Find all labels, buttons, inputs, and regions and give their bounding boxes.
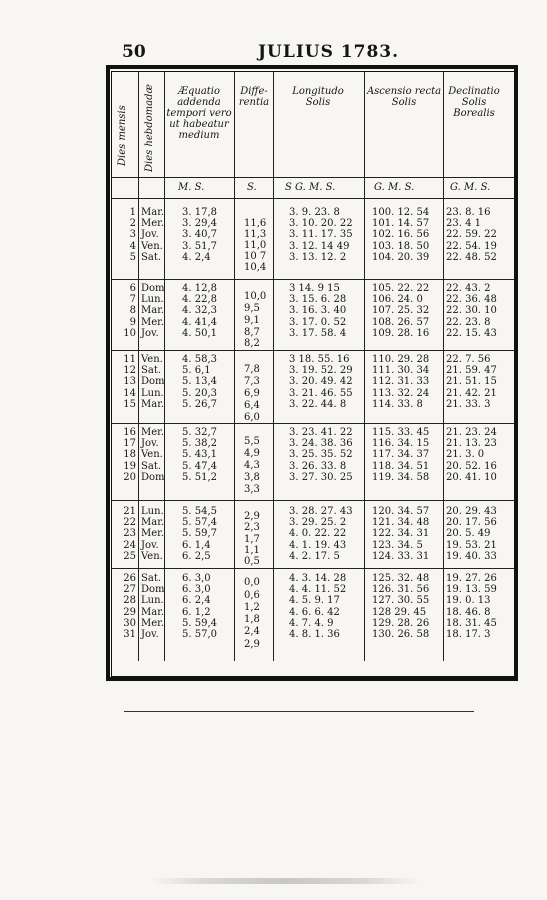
differentia-value: 10 7 [244, 251, 267, 262]
group-rule [111, 350, 515, 351]
aequatio-value: 5. 47,4 [182, 460, 217, 472]
differentia-value: 6,4 [244, 400, 260, 411]
declinatio-value: 21. 51. 15 [446, 376, 497, 388]
declinatio-value: 21. 42. 21 [446, 387, 497, 399]
weekday: Sat. [141, 365, 162, 377]
day-number: 3 [129, 229, 136, 241]
ascensio-value: 102. 16. 56 [372, 229, 430, 241]
aequatio-value: 3. 40,7 [182, 229, 217, 241]
weekday: Jov. [141, 327, 159, 339]
weekday: Mar. [141, 606, 165, 618]
declinatio-value: 19. 13. 59 [446, 584, 497, 596]
declinatio-value: 20. 29. 43 [446, 506, 497, 517]
ascensio-value: 121. 34. 48 [372, 517, 430, 529]
longitudo-value: 3. 15. 6. 28 [289, 294, 347, 306]
day-number: 16 [123, 427, 136, 438]
aequatio-value: 5. 59,4 [182, 617, 217, 629]
declinatio-value: 21. 33. 3 [446, 398, 491, 410]
differentia-value: 7,8 [244, 364, 260, 375]
aequatio-value: 5. 59,7 [182, 528, 217, 540]
declinatio-value: 20. 52. 16 [446, 460, 497, 472]
aequatio-value: 5. 6,1 [182, 365, 211, 377]
day-number: 27 [123, 584, 136, 596]
ascensio-value: 117. 34. 37 [372, 449, 430, 461]
day-number: 11 [123, 354, 136, 365]
aequatio-value: 4. 58,3 [182, 354, 217, 365]
ascensio-value: 113. 32. 24 [372, 387, 430, 399]
header-rule [111, 198, 515, 199]
day-number: 17 [123, 438, 136, 450]
aequatio-value: 6. 3,0 [182, 584, 211, 596]
ascensio-value: 101. 14. 57 [372, 218, 430, 230]
header-declinatio: Declinatio Solis Borealis [448, 86, 500, 119]
declinatio-value: 21. 23. 24 [446, 427, 497, 438]
day-number: 6 [129, 283, 136, 294]
declinatio-value: 20. 17. 56 [446, 517, 497, 529]
declinatio-value: 18. 31. 45 [446, 617, 497, 629]
day-number: 18 [123, 449, 136, 461]
units-differentia: S. [247, 182, 257, 193]
weekday: Sat. [141, 573, 162, 584]
ascensio-value: 130. 26. 58 [372, 629, 430, 640]
declinatio-value: 22. 59. 22 [446, 229, 497, 241]
declinatio-value: 20. 5. 49 [446, 528, 491, 540]
weekday: Jov. [141, 539, 159, 551]
day-number: 5 [129, 251, 136, 263]
ascensio-value: 112. 31. 33 [372, 376, 430, 388]
ascensio-value: 127. 30. 55 [372, 595, 430, 607]
declinatio-value: 18. 17. 3 [446, 629, 491, 640]
day-number: 8 [129, 305, 136, 317]
aequatio-value: 5. 51,2 [182, 471, 217, 483]
day-number: 21 [123, 506, 136, 517]
differentia-value: 2,3 [244, 522, 260, 533]
declinatio-value: 22. 15. 43 [446, 327, 497, 339]
weekday: Ven. [141, 550, 163, 562]
group-rule [111, 568, 515, 569]
weekday: Mer. [141, 427, 165, 438]
weekday: Dom [141, 283, 165, 294]
weekday: Ven. [141, 354, 163, 365]
longitudo-value: 3. 16. 3. 40 [289, 305, 347, 317]
differentia-value: 2,9 [244, 511, 260, 522]
differentia-value: 11,3 [244, 229, 267, 240]
declinatio-value: 19. 0. 13 [446, 595, 491, 607]
declinatio-value: 19. 40. 33 [446, 550, 497, 562]
aequatio-value: 4. 2,4 [182, 251, 211, 263]
longitudo-value: 3. 17. 0. 52 [289, 316, 347, 328]
day-number: 26 [123, 573, 136, 584]
differentia-value: 4,3 [244, 460, 260, 471]
differentia-value: 5,5 [244, 436, 260, 447]
ascensio-value: 108. 26. 57 [372, 316, 430, 328]
differentia-value: 1,1 [244, 545, 260, 556]
weekday: Lun. [141, 387, 164, 399]
aequatio-value: 5. 38,2 [182, 438, 217, 450]
weekday: Mer. [141, 218, 165, 230]
declinatio-value: 19. 27. 26 [446, 573, 497, 584]
header-differentia: Diffe- rentia [238, 86, 270, 108]
longitudo-value: 3. 24. 38. 36 [289, 438, 353, 450]
header-longitudo: Longitudo Solis [292, 86, 344, 108]
longitudo-value: 3. 20. 49. 42 [289, 376, 353, 388]
group-rule [111, 279, 515, 280]
longitudo-value: 4. 6. 6. 42 [289, 606, 340, 618]
weekday: Mer. [141, 617, 165, 629]
ascensio-value: 116. 34. 15 [372, 438, 430, 450]
aequatio-value: 6. 3,0 [182, 573, 211, 584]
differentia-value: 7,3 [244, 376, 260, 387]
longitudo-value: 3. 9. 23. 8 [289, 207, 340, 218]
weekday: Mer. [141, 316, 165, 328]
aequatio-value: 3. 17,8 [182, 207, 217, 218]
page-smudge [150, 878, 420, 884]
differentia-value: 4,9 [244, 448, 260, 459]
ascensio-value: 104. 20. 39 [372, 251, 430, 263]
ascensio-value: 110. 29. 28 [372, 354, 430, 365]
ascensio-value: 115. 33. 45 [372, 427, 430, 438]
day-number: 13 [123, 376, 136, 388]
aequatio-value: 5. 20,3 [182, 387, 217, 399]
day-number: 14 [123, 387, 136, 399]
group-rule [111, 500, 515, 501]
longitudo-value: 4. 5. 9. 17 [289, 595, 340, 607]
aequatio-value: 3. 51,7 [182, 240, 217, 252]
ascensio-value: 106. 24. 0 [372, 294, 423, 306]
weekday: Mar. [141, 517, 165, 529]
day-number: 10 [123, 327, 136, 339]
column-divider [443, 71, 444, 661]
differentia-value: 11,0 [244, 240, 267, 251]
longitudo-value: 3. 10. 20. 22 [289, 218, 353, 230]
ascensio-value: 128 29. 45 [372, 606, 427, 618]
header-dies-mensis: Dies mensis [117, 105, 128, 166]
declinatio-value: 18. 46. 8 [446, 606, 491, 618]
longitudo-value: 3. 28. 27. 43 [289, 506, 353, 517]
declinatio-value: 22. 43. 2 [446, 283, 491, 294]
longitudo-value: 4. 4. 11. 52 [289, 584, 347, 596]
differentia-value: 8,2 [244, 338, 260, 349]
weekday: Lun. [141, 294, 164, 306]
day-number: 25 [123, 550, 136, 562]
aequatio-value: 5. 57,0 [182, 629, 217, 640]
header-rule [111, 177, 515, 178]
aequatio-value: 4. 22,8 [182, 294, 217, 306]
declinatio-value: 22. 54. 19 [446, 240, 497, 252]
day-number: 1 [129, 207, 136, 218]
ascensio-value: 118. 34. 51 [372, 460, 430, 472]
ascensio-value: 122. 34. 31 [372, 528, 430, 540]
day-number: 7 [129, 294, 136, 306]
column-divider [138, 71, 139, 661]
longitudo-value: 3. 19. 52. 29 [289, 365, 353, 377]
aequatio-value: 4. 12,8 [182, 283, 217, 294]
aequatio-value: 6. 2,4 [182, 595, 211, 607]
ascensio-value: 120. 34. 57 [372, 506, 430, 517]
ascensio-value: 126. 31. 56 [372, 584, 430, 596]
longitudo-value: 3. 12. 14 49 [289, 240, 350, 252]
aequatio-value: 4. 32,3 [182, 305, 217, 317]
differentia-value: 6,0 [244, 412, 260, 423]
declinatio-value: 22. 36. 48 [446, 294, 497, 306]
day-number: 30 [123, 617, 136, 629]
aequatio-value: 6. 1,4 [182, 539, 211, 551]
differentia-value: 2,4 [244, 626, 260, 637]
differentia-value: 2,9 [244, 639, 260, 650]
differentia-value: 3,3 [244, 484, 260, 495]
differentia-value: 11,6 [244, 218, 267, 229]
declinatio-value: 22. 23. 8 [446, 316, 491, 328]
longitudo-value: 3. 25. 35. 52 [289, 449, 353, 461]
aequatio-value: 5. 54,5 [182, 506, 217, 517]
weekday: Ven. [141, 449, 163, 461]
column-divider [273, 71, 274, 661]
column-divider [234, 71, 235, 661]
declinatio-value: 21. 59. 47 [446, 365, 497, 377]
weekday: Lun. [141, 595, 164, 607]
declinatio-value: 19. 53. 21 [446, 539, 497, 551]
column-divider [364, 71, 365, 661]
header-aequatio: Æquatio addenda tempori vero ut habeatur medium [166, 86, 232, 141]
longitudo-value: 4. 3. 14. 28 [289, 573, 347, 584]
units-declinatio: G. M. S. [450, 182, 491, 193]
declinatio-value: 22. 30. 10 [446, 305, 497, 317]
aequatio-value: 6. 2,5 [182, 550, 211, 562]
longitudo-value: 3. 13. 12. 2 [289, 251, 347, 263]
ascensio-value: 100. 12. 54 [372, 207, 430, 218]
aequatio-value: 5. 26,7 [182, 398, 217, 410]
day-number: 19 [123, 460, 136, 472]
header-dies-hebdomadae: Dies hebdomadæ [144, 84, 155, 172]
ascensio-value: 107. 25. 32 [372, 305, 430, 317]
ascensio-value: 129. 28. 26 [372, 617, 430, 629]
differentia-value: 8,7 [244, 327, 260, 338]
differentia-value: 10,0 [244, 291, 267, 302]
weekday: Sat. [141, 251, 162, 263]
differentia-value: 1,7 [244, 534, 260, 545]
longitudo-value: 3. 22. 44. 8 [289, 398, 347, 410]
weekday: Ven. [141, 240, 163, 252]
weekday: Mar. [141, 305, 165, 317]
day-number: 24 [123, 539, 136, 551]
ascensio-value: 123. 34. 5 [372, 539, 423, 551]
weekday: Mer. [141, 528, 165, 540]
day-number: 2 [129, 218, 136, 230]
declinatio-value: 20. 41. 10 [446, 471, 497, 483]
declinatio-value: 22. 7. 56 [446, 354, 491, 365]
weekday: Dom [141, 584, 165, 596]
aequatio-value: 4. 50,1 [182, 327, 217, 339]
longitudo-value: 3. 23. 41. 22 [289, 427, 353, 438]
declinatio-value: 21. 13. 23 [446, 438, 497, 450]
aequatio-value: 4. 41,4 [182, 316, 217, 328]
longitudo-value: 3. 11. 17. 35 [289, 229, 353, 241]
ascensio-value: 105. 22. 22 [372, 283, 430, 294]
day-number: 23 [123, 528, 136, 540]
weekday: Mar. [141, 398, 165, 410]
group-rule [111, 423, 515, 424]
differentia-value: 1,8 [244, 614, 260, 625]
ascensio-value: 124. 33. 31 [372, 550, 430, 562]
aequatio-value: 3. 29,4 [182, 218, 217, 230]
longitudo-value: 3. 17. 58. 4 [289, 327, 347, 339]
declinatio-value: 22. 48. 52 [446, 251, 497, 263]
day-number: 15 [123, 398, 136, 410]
units-longitudo: S G. M. S. [285, 182, 336, 193]
longitudo-value: 3 14. 9 15 [289, 283, 340, 294]
ascensio-value: 111. 30. 34 [372, 365, 430, 377]
units-aequatio: M. S. [178, 182, 205, 193]
header-ascensio: Ascensio recta Solis [366, 86, 442, 108]
aequatio-value: 5. 43,1 [182, 449, 217, 461]
differentia-value: 10,4 [244, 262, 267, 273]
aequatio-value: 5. 57,4 [182, 517, 217, 529]
day-number: 31 [123, 629, 136, 640]
day-number: 12 [123, 365, 136, 377]
weekday: Lun. [141, 506, 164, 517]
day-number: 29 [123, 606, 136, 618]
longitudo-value: 3. 29. 25. 2 [289, 517, 347, 529]
longitudo-value: 3. 21. 46. 55 [289, 387, 353, 399]
day-number: 20 [123, 471, 136, 483]
weekday: Jov. [141, 229, 159, 241]
declinatio-value: 23. 4 1 [446, 218, 481, 230]
day-number: 4 [129, 240, 136, 252]
aequatio-value: 5. 13,4 [182, 376, 217, 388]
declinatio-value: 23. 8. 16 [446, 207, 491, 218]
ascensio-value: 109. 28. 16 [372, 327, 430, 339]
page-number: 50 [122, 42, 146, 62]
ascensio-value: 103. 18. 50 [372, 240, 430, 252]
ascensio-value: 125. 32. 48 [372, 573, 430, 584]
declinatio-value: 21. 3. 0 [446, 449, 485, 461]
weekday: Dom [141, 471, 165, 483]
units-ascensio: G. M. S. [374, 182, 415, 193]
bottom-rule [124, 711, 474, 712]
weekday: Sat. [141, 460, 162, 472]
day-number: 9 [129, 316, 136, 328]
differentia-value: 9,1 [244, 315, 260, 326]
differentia-value: 6,9 [244, 388, 260, 399]
differentia-value: 9,5 [244, 303, 260, 314]
aequatio-value: 6. 1,2 [182, 606, 211, 618]
weekday: Mar. [141, 207, 165, 218]
longitudo-value: 3. 26. 33. 8 [289, 460, 347, 472]
longitudo-value: 4. 2. 17. 5 [289, 550, 340, 562]
longitudo-value: 4. 0. 22. 22 [289, 528, 347, 540]
differentia-value: 3,8 [244, 472, 260, 483]
weekday: Dom [141, 376, 165, 388]
day-number: 22 [123, 517, 136, 529]
longitudo-value: 3. 27. 30. 25 [289, 471, 353, 483]
column-divider [164, 71, 165, 661]
page-title: JULIUS 1783. [258, 42, 400, 62]
aequatio-value: 5. 32,7 [182, 427, 217, 438]
differentia-value: 1,2 [244, 602, 260, 613]
ascensio-value: 114. 33. 8 [372, 398, 423, 410]
weekday: Jov. [141, 629, 159, 640]
weekday: Jov. [141, 438, 159, 450]
differentia-value: 0,5 [244, 556, 260, 567]
longitudo-value: 4. 1. 19. 43 [289, 539, 347, 551]
differentia-value: 0,6 [244, 590, 260, 601]
differentia-value: 0,0 [244, 577, 260, 588]
ascensio-value: 119. 34. 58 [372, 471, 430, 483]
day-number: 28 [123, 595, 136, 607]
longitudo-value: 4. 8. 1. 36 [289, 629, 340, 640]
longitudo-value: 4. 7. 4. 9 [289, 617, 334, 629]
longitudo-value: 3 18. 55. 16 [289, 354, 350, 365]
